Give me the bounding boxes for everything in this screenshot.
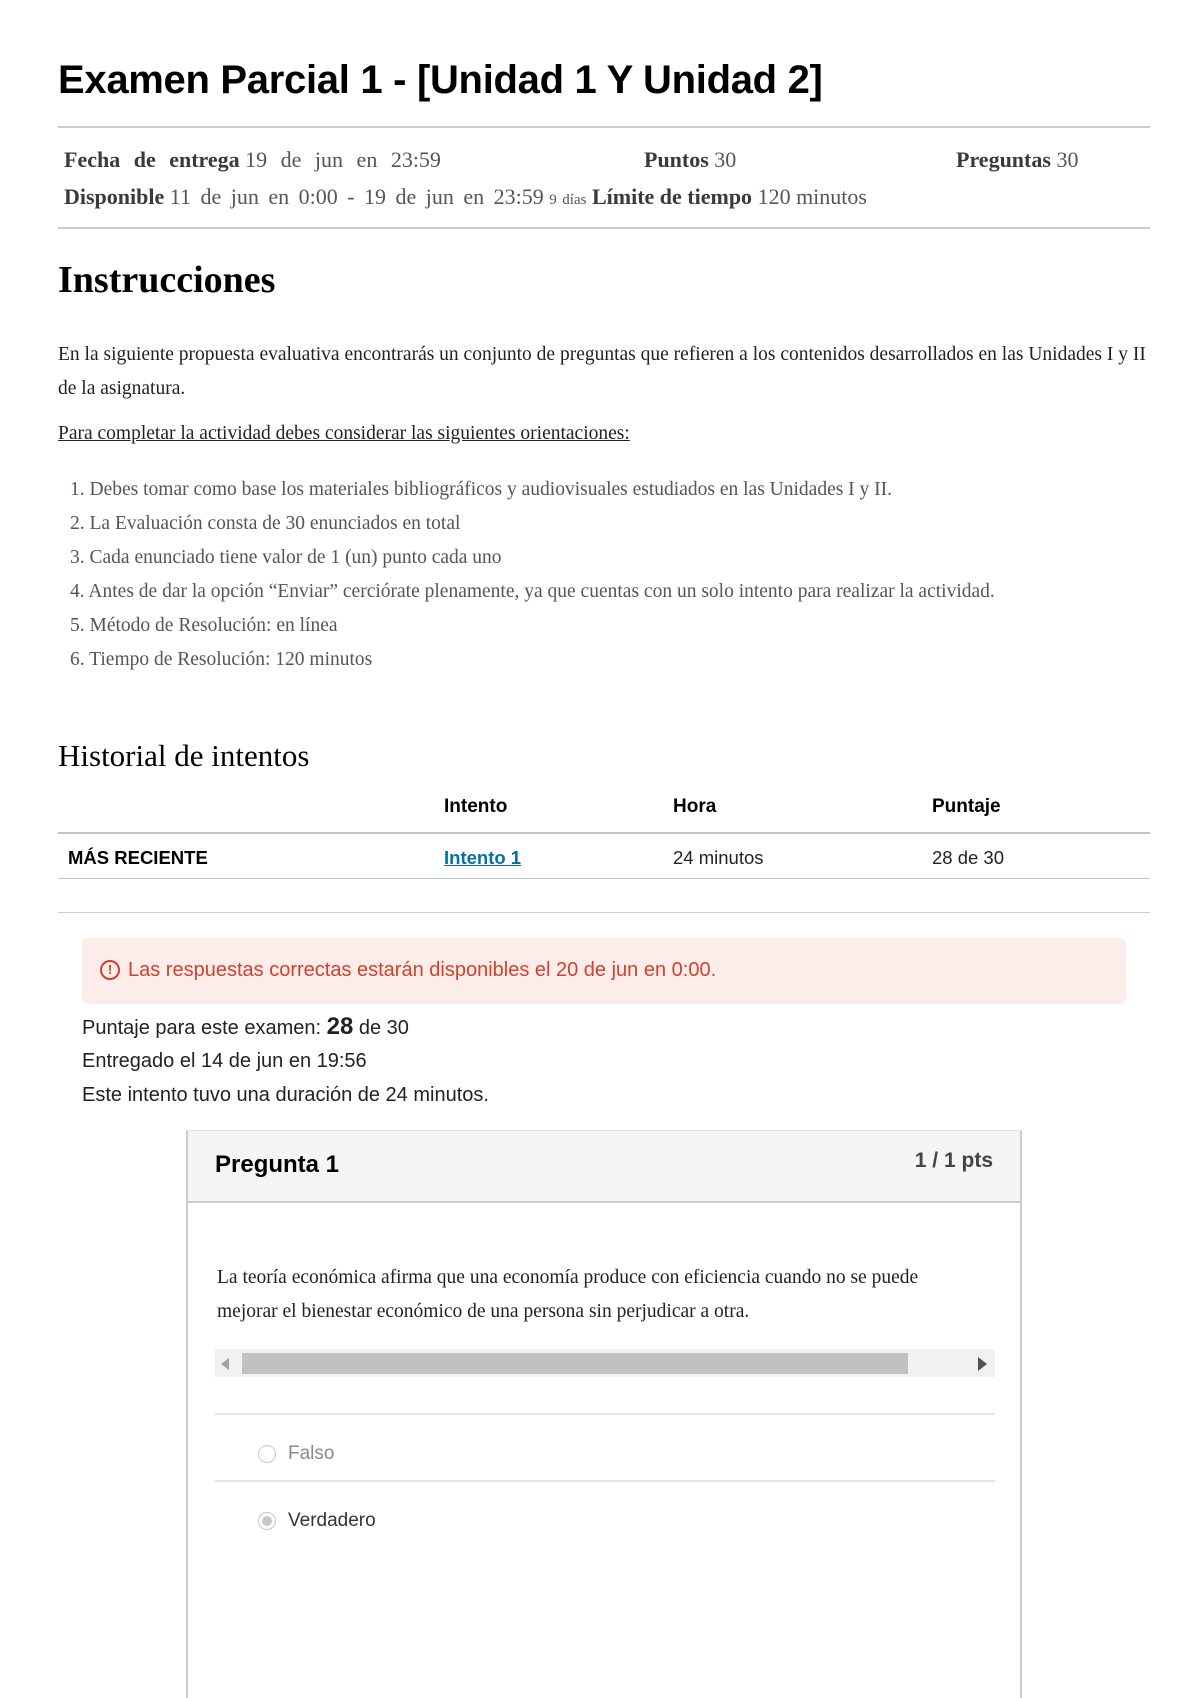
row-label-most-recent: MÁS RECIENTE bbox=[68, 847, 208, 868]
list-item: 6. Tiempo de Resolución: 120 minutos bbox=[70, 649, 373, 670]
questions-count bbox=[956, 147, 1078, 173]
list-item: 5. Método de Resolución: en línea bbox=[70, 615, 338, 636]
instructions-list bbox=[70, 473, 995, 677]
page-title: Examen Parcial 1 - [Unidad 1 Y Unidad 2] bbox=[58, 58, 823, 102]
time-limit-value: 120 minutos bbox=[757, 184, 867, 209]
divider bbox=[58, 912, 1150, 913]
column-header-time: Hora bbox=[673, 796, 717, 817]
question-text bbox=[217, 1261, 993, 1329]
question-header bbox=[188, 1131, 1020, 1203]
table-header-divider bbox=[58, 832, 1150, 834]
exam-score bbox=[82, 1013, 409, 1041]
list-item: 2. La Evaluación consta de 30 enunciados en total bbox=[70, 513, 461, 534]
available-days-unit: días bbox=[562, 192, 587, 208]
score-suffix: de 30 bbox=[358, 1017, 409, 1039]
availability bbox=[64, 184, 867, 210]
list-item: 3. Cada enunciado tiene valor de 1 (un) punto cada uno bbox=[70, 547, 502, 568]
answers-availability-alert bbox=[82, 938, 1126, 1004]
available-label: Disponible bbox=[64, 184, 165, 209]
attempt-time-cell: 24 minutos bbox=[673, 847, 764, 868]
scrollbar-thumb[interactable] bbox=[242, 1353, 908, 1374]
attempt-cell bbox=[444, 847, 521, 869]
horizontal-scrollbar[interactable] bbox=[215, 1349, 995, 1377]
attempt-score-cell: 28 de 30 bbox=[932, 847, 1005, 868]
option-label-falso: Falso bbox=[288, 1443, 335, 1464]
question-title: Pregunta 1 bbox=[215, 1151, 340, 1178]
exclamation-circle-icon: ! bbox=[100, 960, 120, 980]
option-divider bbox=[215, 1413, 995, 1415]
column-header-attempt: Intento bbox=[444, 796, 508, 817]
scroll-left-arrow-icon[interactable] bbox=[221, 1358, 229, 1370]
radio-falso[interactable] bbox=[258, 1445, 276, 1463]
question-text-line: La teoría económica afirma que una economía produce con eficiencia cuando no se puede bbox=[217, 1267, 919, 1288]
question-card bbox=[186, 1130, 1022, 1698]
submitted-date: Entregado el 14 de jun en 19:56 bbox=[82, 1050, 367, 1072]
available-value: 11 de jun en 0:00 - 19 de jun en 23:59 bbox=[169, 184, 544, 209]
available-days-num: 9 bbox=[549, 192, 557, 208]
due-date bbox=[64, 147, 441, 173]
score-prefix: Puntaje para este examen: bbox=[82, 1017, 322, 1039]
radio-verdadero[interactable] bbox=[258, 1512, 276, 1530]
questions-label: Preguntas bbox=[956, 147, 1051, 172]
table-row-divider bbox=[58, 878, 1150, 879]
questions-value: 30 bbox=[1056, 147, 1079, 172]
instructions-subheading: Para completar la actividad debes considerar las siguientes orientaciones: bbox=[58, 423, 630, 444]
question-text-line: mejorar el bienestar económico de una persona sin perjudicar a otra. bbox=[217, 1301, 750, 1322]
attempt-duration: Este intento tuvo una duración de 24 minutos. bbox=[82, 1084, 489, 1106]
list-item: 4. Antes de dar la opción “Enviar” cerciórate plenamente, ya que cuentas con un solo intento para realizar la actividad. bbox=[70, 581, 995, 602]
column-header-score: Puntaje bbox=[932, 796, 1001, 817]
time-limit-label: Límite de tiempo bbox=[591, 184, 753, 209]
points-value: 30 bbox=[714, 147, 737, 172]
due-label: Fecha de entrega bbox=[64, 147, 240, 172]
instructions-paragraph: En la siguiente propuesta evaluativa encontrarás un conjunto de preguntas que refieren a los contenidos desarrollados en las Unidades I y II de la asignatura. bbox=[58, 344, 1146, 399]
scroll-right-arrow-icon[interactable] bbox=[978, 1357, 987, 1371]
divider bbox=[58, 227, 1150, 229]
question-points: 1 / 1 pts bbox=[914, 1149, 993, 1172]
attempt-1-link[interactable]: Intento 1 bbox=[444, 847, 522, 868]
points bbox=[644, 147, 736, 173]
list-item: 1. Debes tomar como base los materiales bibliográficos y audiovisuales estudiados en las Unidades I y II. bbox=[70, 479, 893, 500]
points-label: Puntos bbox=[644, 147, 709, 172]
alert-text: Las respuestas correctas estarán disponibles el 20 de jun en 0:00. bbox=[128, 959, 717, 981]
instructions-heading: Instrucciones bbox=[58, 259, 276, 301]
due-value: 19 de jun en 23:59 bbox=[245, 147, 441, 172]
option-divider bbox=[215, 1480, 995, 1482]
option-label-verdadero: Verdadero bbox=[288, 1510, 376, 1531]
score-value: 28 bbox=[326, 1013, 354, 1040]
history-heading: Historial de intentos bbox=[58, 738, 310, 773]
divider bbox=[58, 126, 1150, 128]
